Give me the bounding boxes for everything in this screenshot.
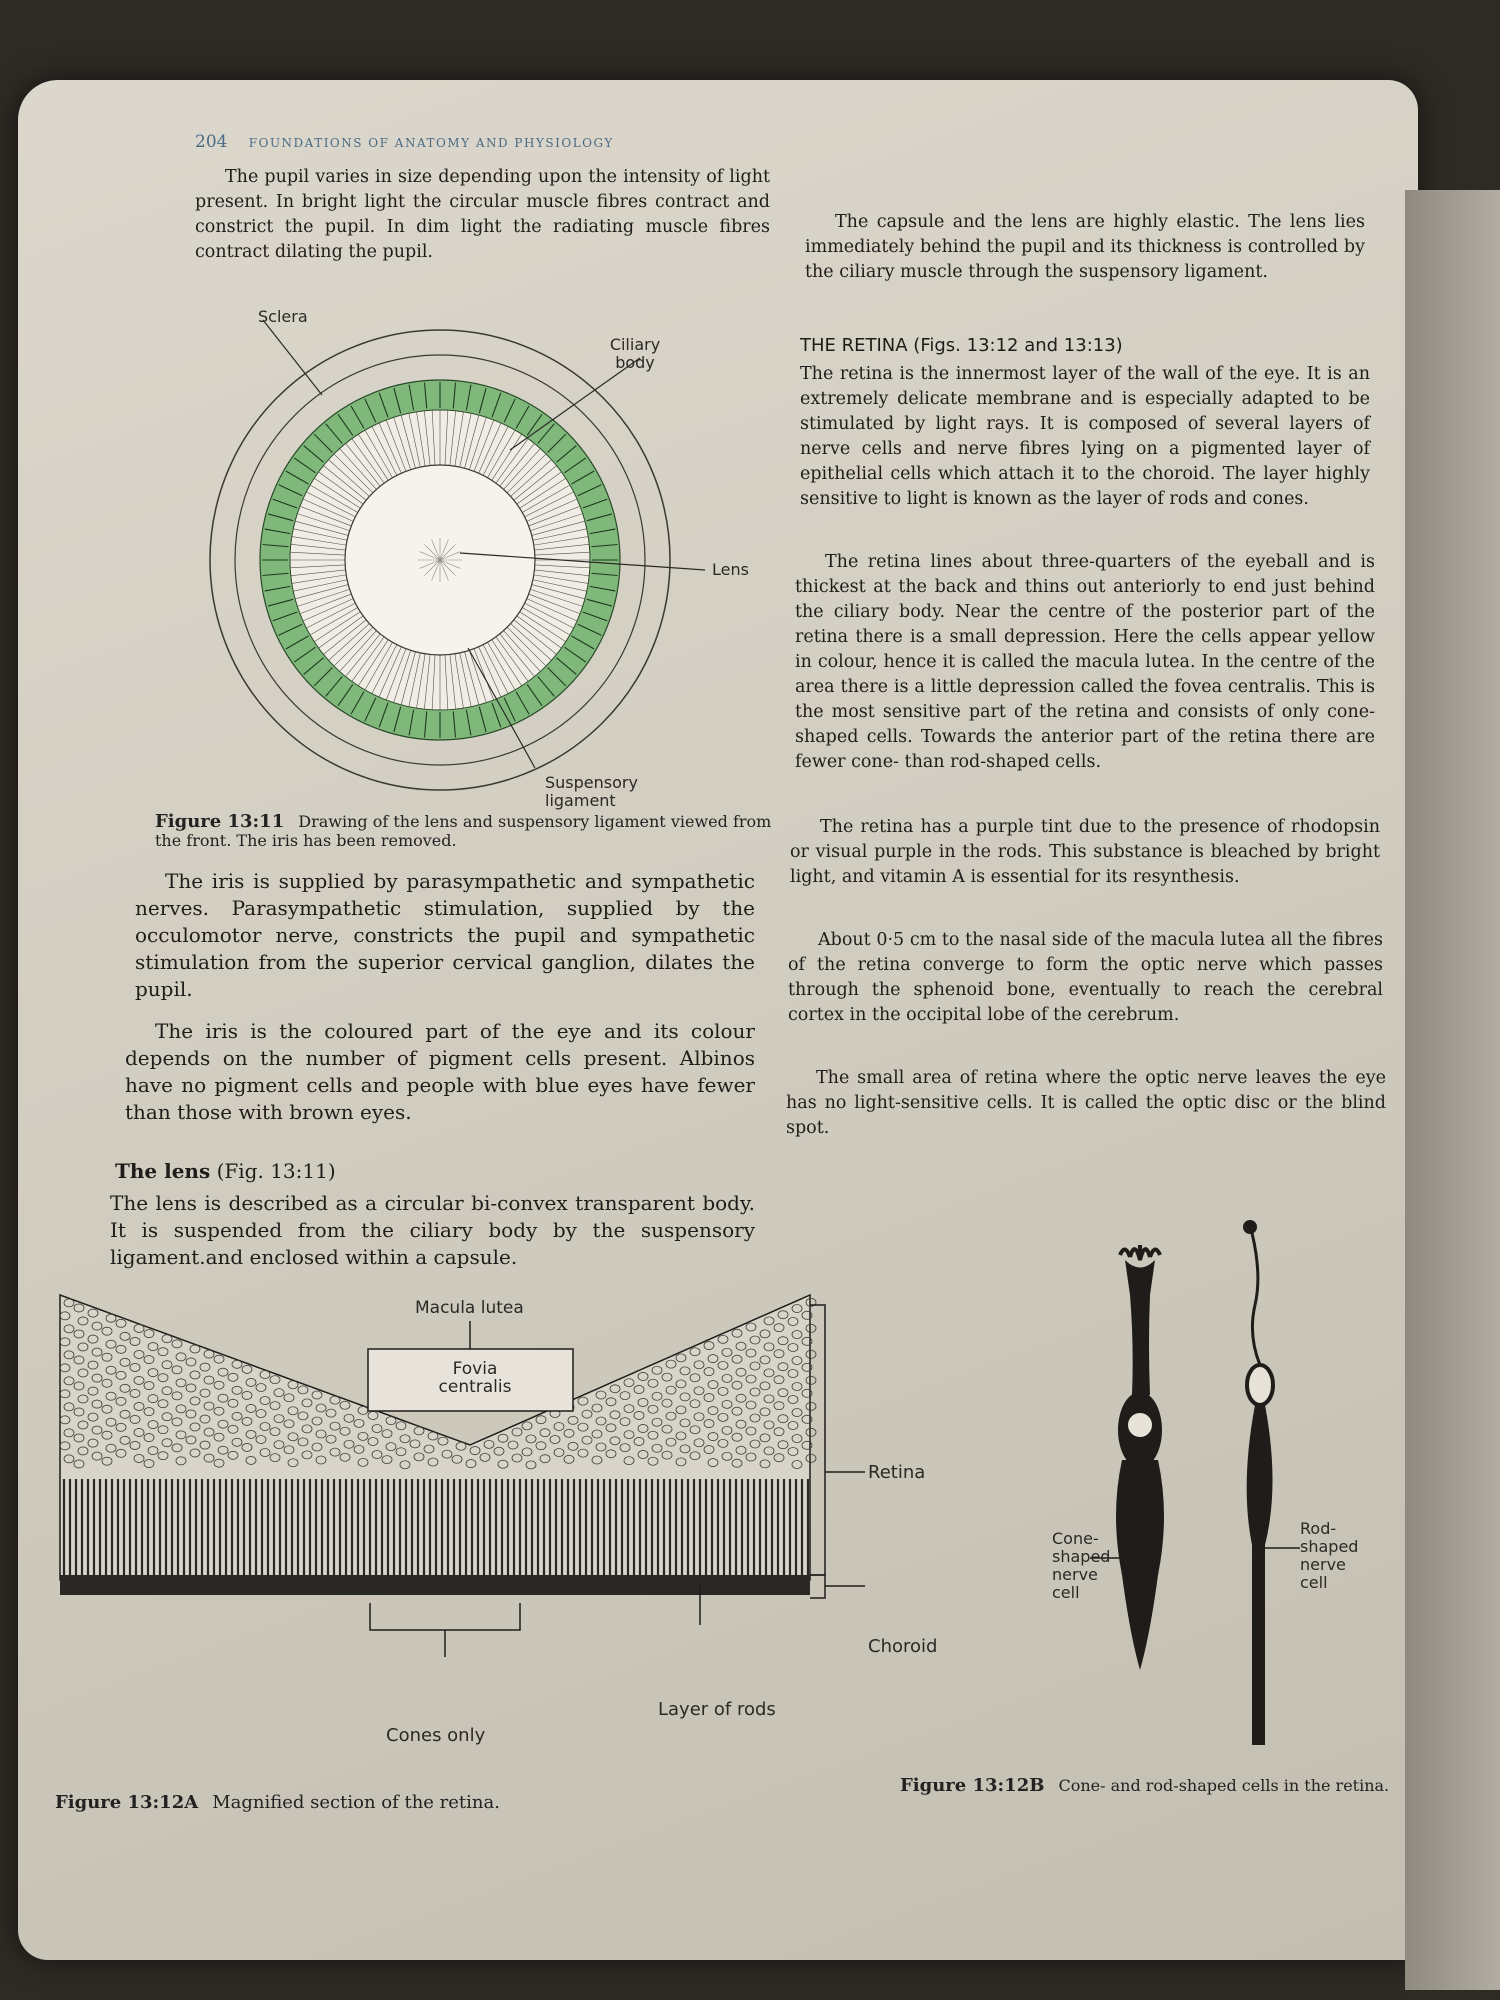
label-rod-cell: Rod-shaped nerve cell xyxy=(1300,1519,1359,1592)
iris-paragraph-1: The iris is supplied by parasympathetic and sympathetic nerves. Parasympathetic stimulation, supplied by the occulomotor nerve, constricts the pupil and sympathetic stimulation from the superior cervical ganglion, dilates the pupil. xyxy=(135,869,755,1001)
label-cone-cell: Cone-shaped nerve cell xyxy=(1052,1529,1111,1602)
retina-paragraph-5: The small area of retina where the optic nerve leaves the eye has no light-sensitive cells. It is called the optic disc or the blind spot. xyxy=(786,1068,1386,1138)
figure-13-11-caption xyxy=(155,812,775,850)
rod-terminal xyxy=(1243,1220,1257,1234)
label-cones-only: Cones only xyxy=(386,1725,486,1746)
label-lens: Lens xyxy=(712,560,749,579)
nerve-cells-diagram xyxy=(1030,1215,1330,1755)
page-number: 204 xyxy=(195,132,228,152)
label-choroid: Choroid xyxy=(868,1636,938,1657)
retina-bracket xyxy=(810,1305,825,1575)
label-layer-of-rods: Layer of rods xyxy=(658,1699,776,1720)
choroid-bracket xyxy=(810,1575,825,1598)
figure-13-12b-number: Figure 13:12B xyxy=(900,1775,1045,1796)
label-retina: Retina xyxy=(868,1462,926,1483)
label-fovia-centralis: Fovia centralis xyxy=(438,1359,512,1397)
cone-dendrites xyxy=(1120,1245,1160,1260)
figure-13-11-text: Drawing of the lens and suspensory ligament viewed from the front. The iris has been removed. xyxy=(155,812,772,850)
retina-paragraph-1: The retina is the innermost layer of the wall of the eye. It is an extremely delicate membrane and is especially adapted to be stimulated by light rays. It is composed of several layers of nerve cells and nerve fibres lying on a pigmented layer of epithelial cells which attach it to the choroid. The layer highly sensitive to light is known as the layer of rods and cones. xyxy=(800,364,1370,509)
rod-body xyxy=(1247,1405,1273,1745)
facing-page-edge xyxy=(1405,190,1500,1990)
figure-13-12a-caption xyxy=(55,1792,500,1813)
rod-axon xyxy=(1252,1233,1260,1365)
iris-paragraph-2: The iris is the coloured part of the eye and its colour depends on the number of pigment cells present. Albinos have no pigment cells and people with blue eyes have fewer than those with brown eyes. xyxy=(125,1019,755,1124)
label-ciliary-body: Ciliary body xyxy=(609,335,661,372)
label-sclera: Sclera xyxy=(258,307,308,326)
retina-paragraph-2: The retina lines about three-quarters of the eyeball and is thickest at the back and thins out anteriorly to end just behind the ciliary body. Near the centre of the posterior part of the retina there is a small depression. Here the cells appear yellow in colour, hence it is called the macula lutea. In the centre of the area there is a little depression called the fovea centralis. This is the most sensitive part of the retina and consists of only cone-shaped cells. Towards the anterior part of the retina there are fewer cone- than rod-shaped cells. xyxy=(795,552,1375,772)
lens-heading-title: The lens xyxy=(115,1159,211,1183)
capsule-paragraph: The capsule and the lens are highly elastic. The lens lies immediately behind the pupil and its thickness is controlled by the ciliary muscle through the suspensory ligament. xyxy=(805,212,1365,282)
lens-heading-ref: (Fig. 13:11) xyxy=(216,1159,336,1183)
figure-13-12a-number: Figure 13:12A xyxy=(55,1792,199,1813)
retina-paragraph-3: The retina has a purple tint due to the presence of rhodopsin or visual purple in the rods. This substance is bleached by bright light, and vitamin A is essential for its resynthesis. xyxy=(790,817,1380,887)
label-macula-lutea: Macula lutea xyxy=(415,1298,524,1318)
cones-only-bracket xyxy=(370,1603,520,1630)
cone-axon-upper xyxy=(1125,1260,1155,1395)
figure-13-11-number: Figure 13:11 xyxy=(155,811,285,832)
cone-outer-segment xyxy=(1116,1460,1164,1670)
lens-paragraph: The lens is described as a circular bi-convex transparent body. It is suspended from the ciliary body by the suspensory ligament.and enclosed within a capsule. xyxy=(110,1191,755,1269)
figure-13-12b-caption xyxy=(900,1775,1389,1796)
cone-nucleus xyxy=(1127,1412,1153,1438)
label-suspensory-ligament: Suspensory ligament xyxy=(545,773,638,810)
retina-section-diagram xyxy=(60,1285,880,1745)
pupil-paragraph: The pupil varies in size depending upon the intensity of light present. In bright light the circular muscle fibres contract and constrict the pupil. In dim light the radiating muscle fibres contract dilating the pupil. xyxy=(195,167,770,262)
choroid-layer xyxy=(60,1575,810,1595)
retina-paragraph-4: About 0·5 cm to the nasal side of the macula lutea all the fibres of the retina converge to form the optic nerve which passes through the sphenoid bone, eventually to reach the cerebral cortex in the occipital lobe of the cerebrum. xyxy=(788,930,1383,1025)
running-head: FOUNDATIONS OF ANATOMY AND PHYSIOLOGY xyxy=(248,136,614,150)
figure-13-12a-text: Magnified section of the retina. xyxy=(212,1792,500,1813)
figure-13-12b-text: Cone- and rod-shaped cells in the retina. xyxy=(1058,1776,1390,1795)
retina-heading: THE RETINA (Figs. 13:12 and 13:13) xyxy=(800,335,1123,356)
running-header xyxy=(195,132,614,152)
lens-heading xyxy=(115,1158,336,1185)
lens-diagram xyxy=(190,300,690,820)
rod-nucleus xyxy=(1247,1365,1273,1405)
